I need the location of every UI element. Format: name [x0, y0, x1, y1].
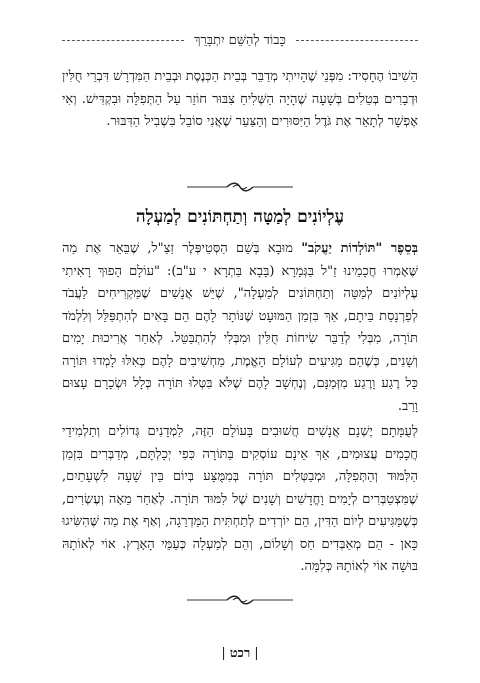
page-number-bar-left: |: [221, 646, 226, 661]
source-citation: בְּסֵפֶר "תּוֹלְדוֹת יַעֲקֹב": [301, 241, 419, 256]
answer-paragraph: [62, 66, 418, 134]
page-number-bar-right: |: [254, 646, 259, 661]
swash-divider-icon: [185, 181, 295, 193]
page-number-label: רכט: [229, 646, 251, 661]
answer-text: הֵשִׁיבוֹ הֶחָסִיד: מִפְּנֵי שֶׁהָיִיתִי מְדַבֵּר בְּבֵית הַכְּנֶסֶת וּבְבֵית הַמִּדְרָשׁ דִּבְרֵי חֻלִּין וּדְבָרִים בְּטֵלִים בְּשָׁעָה שֶׁהָיָה הַשְּׁלִיחַ צִבּוּר חוֹזֵר עַל הַתְּפִלָּה וּבִקְדִּישׁ. וְאִי אֶפְשָׁר לְתָאֵר אֶת גֹּדֶל הַיִּסּוּרִים וְהַצַּעַר שֶׁאֲנִי סוֹבֵל בִּשְׁבִיל הַדִּבּוּר.: [62, 69, 418, 129]
header-rule-left: [62, 40, 184, 41]
running-title: כָּבוֹד לְהַשֵּׁם יִתְבָּרֵךְ: [194, 33, 286, 48]
body-text-2: לְעֻמָּתָם יֶשְׁנָם אֲנָשִׁים חֲשׁוּבִים בָּעוֹלָם הַזֶּה, לַמְדָנִים גְּדוֹלִים וְתַלְמִידֵי חֲכָמִים עֲצוּמִים, אַךְ אֵינָם עוֹסְקִים בַּתּוֹרָה כִּפִי יְכָלְתָּם, מְדַבְּרִים בִּזְמַן הַלִּמּוּד וְהַתְּפִלָּה, וּמְבַטְּלִים תּוֹרָה בְּמִמֻּצָּע בְּיוֹם בֵּין שָׁעָה לִשְׁעָתַיִם, שֶׁמִּצְטַבְּרִים לְיָמִים וָחֳדָשִׁים וְשָׁנִים שֶׁל לִמּוּד תּוֹרָה. לְאַחַר מֵאָה וְעֶשְׂרִים, כְּשֶׁמַּגִּיעִים לְיוֹם הַדִּין, הֵם יוֹרְדִים לְתַחְתִּית הַמַּדְרֵגָה, וְאַף אֶת מַה שֶּׁהִשִּׂיגוּ כָּאן - הֵם מְאַבְּדִים חַס וְשָׁלוֹם, וְהֵם לְמַעְלָה כְּעַמֵּי הָאָרֶץ. אוֹי לְאוֹתָהּ בּוּשָׁה אוֹי לְאוֹתָהּ כְּלִמָּה.: [62, 424, 418, 574]
section-title: עֶלְיוֹנִים לְמַטָּה וְתַחְתּוֹנִים לְמַעְלָה: [135, 207, 345, 227]
body-paragraph-1: [62, 238, 418, 418]
swash-divider-icon: [185, 594, 295, 606]
header-rule-right: [296, 40, 418, 41]
body-paragraph-2: [62, 421, 418, 579]
running-header: [62, 30, 418, 50]
page-number: [0, 645, 480, 661]
body-text-1: מוּבָא בְּשֵׁם הַסְּטֵיפְּלֶר זַצַ"ל, שֶׁבֵּאֵר אֶת מַה שֶּׁאָמְרוּ חֲכָמֵינוּ זַ"ל בַּגְּמָרָא (בָּבָא בַּתְרָא י ע"ב): "עוֹלָם הָפוּךְ רָאִיתִי עֶלְיוֹנִים לְמַטָּה וְתַחְתּוֹנִים לְמַעְלָה", שֶׁיֵּשׁ אֲנָשִׁים שֶׁמַּקְרִיחִים לַעֲבֹד לְפַרְנָסַת בֵּיתָם, אַךְ בִּזְמַן הַמּוּעָט שֶׁנּוֹתָר לָהֶם הֵם בָּאִים לְהִתְפַּלֵּל וְלִלְמֹד תּוֹרָה, מִבְּלִי לְדַבֵּר שִׂיחוֹת חֻלִּין וּמִבְּלִי לְהִתְבַּטֵּל. לְאַחַר אֲרִיכוּת יָמִים וְשָׁנִים, כְּשֶׁהֵם מַגִּיעִים לְעוֹלָם הָאֱמֶת, מַחְשִׁיבִים לָהֶם כְּאִלּוּ לָמְדוּ תּוֹרָה כָּל רֶגַע וָרֶגַע מִזְּמַנָּם, וְנֶחְשָׁב לָהֶם שֶׁלֹּא בִּטְּלוּ תּוֹרָה כְּלָל וּשְׂכָרָם עָצוּם וָרַב.: [62, 241, 418, 414]
